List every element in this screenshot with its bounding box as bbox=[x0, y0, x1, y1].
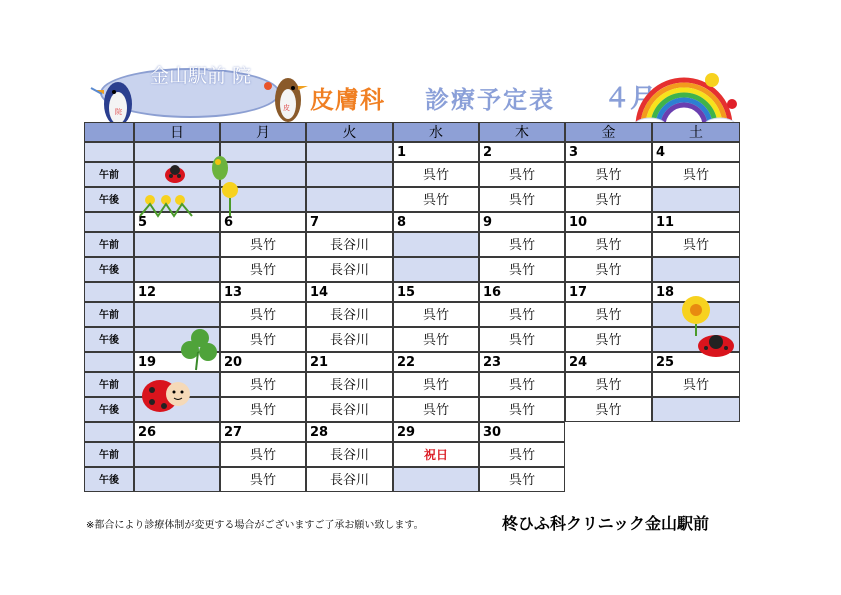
doctor-name: 呉竹 bbox=[682, 378, 709, 393]
row-label-am: 午前 bbox=[84, 162, 134, 187]
pm-doctor-cell bbox=[479, 327, 565, 352]
am-doctor-cell bbox=[652, 232, 740, 257]
am-doctor-cell bbox=[393, 232, 479, 257]
doctor-name: 長谷川 bbox=[329, 473, 369, 488]
day-number: 6 bbox=[220, 212, 306, 232]
doctor-name: 呉竹 bbox=[508, 333, 535, 348]
ladybug-large-icon bbox=[138, 370, 194, 416]
pm-doctor-cell bbox=[306, 257, 393, 282]
doctor-name: 呉竹 bbox=[508, 378, 535, 393]
doctor-name: 呉竹 bbox=[595, 403, 622, 418]
doctor-name: 長谷川 bbox=[329, 378, 369, 393]
row-label-pm: 午後 bbox=[84, 187, 134, 212]
day-number: 10 bbox=[565, 212, 652, 232]
am-doctor-cell bbox=[479, 442, 565, 467]
day-number bbox=[306, 142, 393, 162]
am-doctor-cell bbox=[479, 372, 565, 397]
day-number: 9 bbox=[479, 212, 565, 232]
am-doctor-cell bbox=[652, 162, 740, 187]
pm-doctor-cell bbox=[220, 467, 306, 492]
clinic-badge-text: 金山駅前 院 bbox=[150, 65, 252, 87]
pm-doctor-cell bbox=[652, 257, 740, 282]
pm-doctor-cell bbox=[306, 467, 393, 492]
am-doctor-cell bbox=[134, 302, 220, 327]
pm-doctor-cell bbox=[306, 327, 393, 352]
am-doctor-cell bbox=[479, 162, 565, 187]
weekday-header: 水 bbox=[393, 122, 479, 142]
day-number: 1 bbox=[393, 142, 479, 162]
day-number: 28 bbox=[306, 422, 393, 442]
day-number: 15 bbox=[393, 282, 479, 302]
am-doctor-cell bbox=[565, 232, 652, 257]
pm-doctor-cell bbox=[220, 327, 306, 352]
am-doctor-cell bbox=[565, 372, 652, 397]
pm-doctor-cell bbox=[565, 257, 652, 282]
pm-doctor-cell bbox=[393, 397, 479, 422]
pm-doctor-cell bbox=[306, 397, 393, 422]
pm-doctor-cell bbox=[393, 257, 479, 282]
doctor-name: 長谷川 bbox=[329, 448, 369, 463]
pm-doctor-cell bbox=[134, 467, 220, 492]
svg-text:皮: 皮 bbox=[283, 104, 290, 112]
doctor-name: 呉竹 bbox=[422, 403, 449, 418]
day-number: 27 bbox=[220, 422, 306, 442]
doctor-name: 長谷川 bbox=[329, 263, 369, 278]
row-label-pm: 午後 bbox=[84, 327, 134, 352]
sunflower-icon bbox=[676, 292, 742, 362]
doctor-name: 呉竹 bbox=[508, 238, 535, 253]
day-number: 3 bbox=[565, 142, 652, 162]
doctor-name: 呉竹 bbox=[595, 168, 622, 183]
holiday-label: 祝日 bbox=[423, 448, 448, 462]
doctor-name: 呉竹 bbox=[422, 168, 449, 183]
am-doctor-cell bbox=[306, 232, 393, 257]
pm-doctor-cell bbox=[565, 187, 652, 212]
am-doctor-cell bbox=[306, 162, 393, 187]
day-number: 19 bbox=[134, 352, 220, 372]
day-number: 21 bbox=[306, 352, 393, 372]
week-label-spacer bbox=[84, 282, 134, 302]
clover-icon bbox=[176, 326, 220, 370]
pm-doctor-cell bbox=[220, 257, 306, 282]
day-number: 23 bbox=[479, 352, 565, 372]
doctor-name: 呉竹 bbox=[249, 308, 276, 323]
pm-doctor-cell bbox=[479, 467, 565, 492]
pm-doctor-cell bbox=[393, 187, 479, 212]
doctor-name: 呉竹 bbox=[422, 378, 449, 393]
doctor-name: 呉竹 bbox=[508, 193, 535, 208]
pm-doctor-cell bbox=[479, 257, 565, 282]
schedule-title: 診療予定表 bbox=[425, 86, 555, 114]
month-title: ４月 bbox=[604, 84, 657, 114]
day-number: 13 bbox=[220, 282, 306, 302]
doctor-name: 呉竹 bbox=[508, 403, 535, 418]
day-number: 24 bbox=[565, 352, 652, 372]
day-number: 12 bbox=[134, 282, 220, 302]
day-number: 26 bbox=[134, 422, 220, 442]
doctor-name: 呉竹 bbox=[595, 263, 622, 278]
am-doctor-cell bbox=[134, 442, 220, 467]
doctor-name: 長谷川 bbox=[329, 308, 369, 323]
doctor-name: 呉竹 bbox=[595, 193, 622, 208]
day-number: 18 bbox=[652, 282, 740, 302]
row-label-pm: 午後 bbox=[84, 257, 134, 282]
day-number: 2 bbox=[479, 142, 565, 162]
weekday-header: 火 bbox=[306, 122, 393, 142]
dandelion-icon bbox=[138, 150, 248, 218]
doctor-name: 呉竹 bbox=[508, 168, 535, 183]
day-number: 8 bbox=[393, 212, 479, 232]
day-number: 7 bbox=[306, 212, 393, 232]
weekday-header-blank bbox=[84, 122, 134, 142]
weekday-header: 金 bbox=[565, 122, 652, 142]
doctor-name: 呉竹 bbox=[508, 448, 535, 463]
day-number: 16 bbox=[479, 282, 565, 302]
pm-doctor-cell bbox=[479, 187, 565, 212]
day-number: 20 bbox=[220, 352, 306, 372]
row-label-pm: 午後 bbox=[84, 397, 134, 422]
doctor-name: 呉竹 bbox=[249, 403, 276, 418]
pm-doctor-cell bbox=[652, 397, 740, 422]
pm-doctor-cell bbox=[220, 397, 306, 422]
week-label-spacer bbox=[84, 212, 134, 232]
day-number: 25 bbox=[652, 352, 740, 372]
pm-doctor-cell bbox=[652, 187, 740, 212]
am-doctor-cell bbox=[565, 302, 652, 327]
am-doctor-cell bbox=[393, 442, 479, 467]
am-doctor-cell bbox=[306, 442, 393, 467]
doctor-name: 呉竹 bbox=[682, 238, 709, 253]
weekday-header: 土 bbox=[652, 122, 740, 142]
week-label-spacer bbox=[84, 422, 134, 442]
weekday-header: 日 bbox=[134, 122, 220, 142]
week-label-spacer bbox=[84, 142, 134, 162]
doctor-name: 呉竹 bbox=[508, 263, 535, 278]
day-number: 14 bbox=[306, 282, 393, 302]
week-label-spacer bbox=[84, 352, 134, 372]
schedule-note: ※都合により診療体制が変更する場合がございますご了承お願い致します。 bbox=[86, 520, 424, 531]
am-doctor-cell bbox=[220, 302, 306, 327]
weekday-header: 月 bbox=[220, 122, 306, 142]
doctor-name: 呉竹 bbox=[508, 308, 535, 323]
day-number: 11 bbox=[652, 212, 740, 232]
doctor-name: 長谷川 bbox=[329, 238, 369, 253]
pm-doctor-cell bbox=[306, 187, 393, 212]
day-number: 30 bbox=[479, 422, 565, 442]
row-label-am: 午前 bbox=[84, 372, 134, 397]
day-number: 29 bbox=[393, 422, 479, 442]
row-label-pm: 午後 bbox=[84, 467, 134, 492]
day-number: 17 bbox=[565, 282, 652, 302]
row-label-am: 午前 bbox=[84, 232, 134, 257]
am-doctor-cell bbox=[393, 302, 479, 327]
pm-doctor-cell bbox=[479, 397, 565, 422]
pm-doctor-cell bbox=[134, 257, 220, 282]
am-doctor-cell bbox=[220, 372, 306, 397]
clinic-name: 柊ひふ科クリニック金山駅前 bbox=[502, 514, 710, 533]
day-number: 4 bbox=[652, 142, 740, 162]
pm-doctor-cell bbox=[393, 467, 479, 492]
doctor-name: 呉竹 bbox=[595, 378, 622, 393]
doctor-name: 長谷川 bbox=[329, 333, 369, 348]
day-number: 22 bbox=[393, 352, 479, 372]
doctor-name: 呉竹 bbox=[595, 333, 622, 348]
day-number: 5 bbox=[134, 212, 220, 232]
row-label-am: 午前 bbox=[84, 302, 134, 327]
am-doctor-cell bbox=[306, 372, 393, 397]
department-title: 皮膚科 bbox=[310, 86, 385, 114]
row-label-am: 午前 bbox=[84, 442, 134, 467]
am-doctor-cell bbox=[134, 232, 220, 257]
am-doctor-cell bbox=[393, 162, 479, 187]
am-doctor-cell bbox=[479, 232, 565, 257]
doctor-name: 呉竹 bbox=[249, 378, 276, 393]
doctor-name: 呉竹 bbox=[422, 333, 449, 348]
pm-doctor-cell bbox=[565, 397, 652, 422]
doctor-name: 呉竹 bbox=[595, 308, 622, 323]
svg-text:院: 院 bbox=[115, 108, 122, 116]
am-doctor-cell bbox=[220, 442, 306, 467]
doctor-name: 呉竹 bbox=[422, 308, 449, 323]
am-doctor-cell bbox=[479, 302, 565, 327]
doctor-name: 呉竹 bbox=[249, 333, 276, 348]
doctor-name: 長谷川 bbox=[329, 403, 369, 418]
doctor-name: 呉竹 bbox=[595, 238, 622, 253]
am-doctor-cell bbox=[306, 302, 393, 327]
pm-doctor-cell bbox=[393, 327, 479, 352]
am-doctor-cell bbox=[220, 232, 306, 257]
am-doctor-cell bbox=[652, 372, 740, 397]
weekday-header: 木 bbox=[479, 122, 565, 142]
pm-doctor-cell bbox=[565, 327, 652, 352]
am-doctor-cell bbox=[565, 162, 652, 187]
doctor-name: 呉竹 bbox=[249, 473, 276, 488]
doctor-name: 呉竹 bbox=[422, 193, 449, 208]
am-doctor-cell bbox=[393, 372, 479, 397]
doctor-name: 呉竹 bbox=[249, 263, 276, 278]
doctor-name: 呉竹 bbox=[682, 168, 709, 183]
doctor-name: 呉竹 bbox=[249, 448, 276, 463]
doctor-name: 呉竹 bbox=[249, 238, 276, 253]
doctor-name: 呉竹 bbox=[508, 473, 535, 488]
